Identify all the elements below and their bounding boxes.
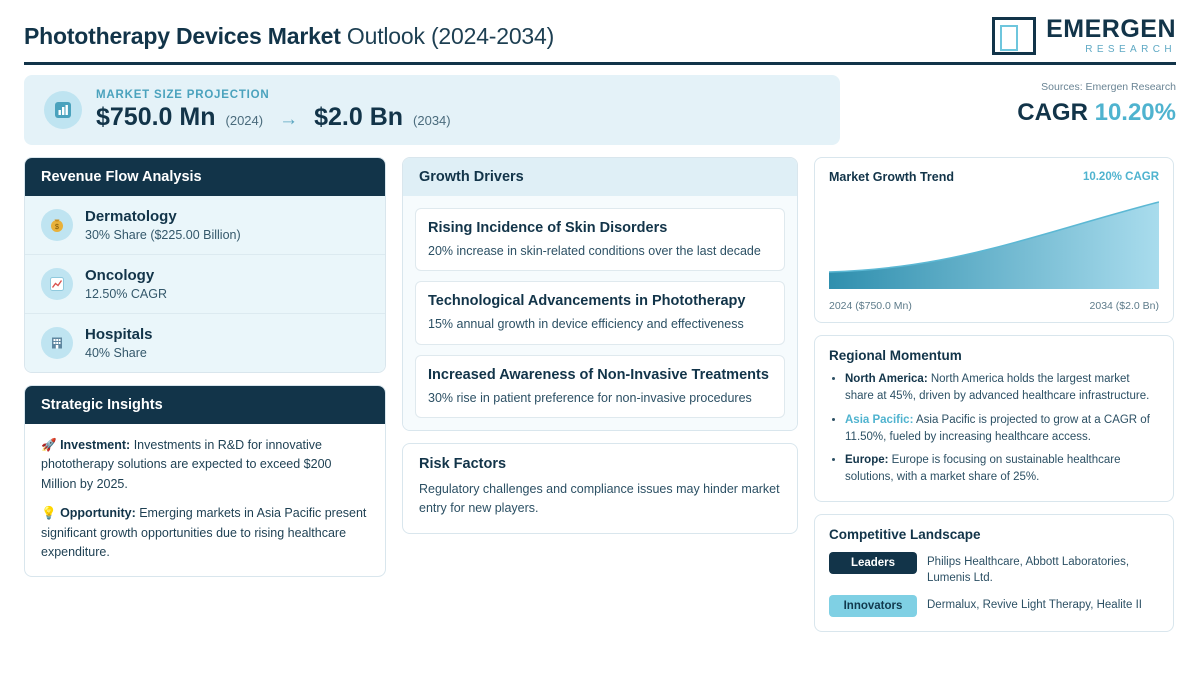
logo-text bbox=[1046, 17, 1176, 55]
regional-momentum-heading: Regional Momentum bbox=[829, 348, 962, 363]
content-columns bbox=[24, 157, 1176, 632]
insight-investment bbox=[41, 436, 369, 494]
market-size-start-year: (2024) bbox=[225, 112, 264, 128]
money-bag-icon bbox=[41, 209, 73, 241]
market-size-projection bbox=[24, 75, 840, 145]
logo-mark-icon bbox=[992, 17, 1036, 55]
logo-name: EMERGEN bbox=[1046, 15, 1176, 43]
market-size-banner bbox=[24, 75, 1176, 145]
status-badge: Leaders bbox=[829, 552, 917, 574]
segment-name: Dermatology bbox=[85, 208, 177, 225]
page-title-light: Outlook (2024-2034) bbox=[340, 22, 555, 49]
list-item bbox=[415, 208, 785, 271]
region-name: Europe: bbox=[845, 454, 889, 466]
arrow-right-icon: → bbox=[279, 108, 299, 130]
market-size-end-year: (2034) bbox=[413, 112, 451, 128]
strategic-insights-heading: Strategic Insights bbox=[25, 386, 385, 424]
list-item bbox=[845, 371, 1159, 406]
risk-factors-heading: Risk Factors bbox=[419, 455, 507, 472]
list-item bbox=[829, 595, 1159, 617]
growth-trend-chart bbox=[829, 194, 1159, 289]
list-item bbox=[25, 314, 385, 372]
trend-axis-labels bbox=[829, 300, 1159, 312]
trend-end-label: 2034 ($2.0 Bn) bbox=[1089, 300, 1159, 312]
region-text: North America holds the largest market share at 45%, driven by advanced healthcare infrastructure. bbox=[845, 373, 1150, 403]
trend-chart-icon bbox=[41, 268, 73, 300]
cagr-value: 10.20% bbox=[1094, 99, 1176, 126]
regional-momentum-panel bbox=[814, 335, 1174, 502]
region-text: Asia Pacific is projected to grow at a CAGR of 11.50%, fueled by increasing healthcare access. bbox=[845, 413, 1150, 443]
segment-detail: 12.50% CAGR bbox=[85, 287, 167, 301]
regional-momentum-list bbox=[829, 371, 1159, 487]
revenue-flow-heading: Revenue Flow Analysis bbox=[25, 158, 385, 196]
status-badge: Innovators bbox=[829, 595, 917, 617]
company-names: Dermalux, Revive Light Therapy, Healite II bbox=[927, 598, 1142, 611]
competitive-landscape-heading: Competitive Landscape bbox=[829, 526, 981, 542]
market-size-text bbox=[96, 89, 451, 132]
segment-name: Hospitals bbox=[85, 326, 153, 343]
market-size-label: MARKET SIZE PROJECTION bbox=[96, 88, 270, 101]
header-divider bbox=[24, 62, 1176, 65]
logo-subtitle: RESEARCH bbox=[1085, 44, 1176, 55]
hospital-icon bbox=[41, 327, 73, 359]
page-header bbox=[24, 0, 1176, 58]
segment-name: Oncology bbox=[85, 267, 155, 284]
insight-opportunity bbox=[41, 504, 369, 562]
driver-description: 20% increase in skin-related conditions over the last decade bbox=[428, 244, 761, 259]
cagr-block bbox=[1017, 81, 1176, 127]
left-column bbox=[24, 157, 386, 577]
trend-cagr-badge: 10.20% CAGR bbox=[1082, 171, 1159, 183]
list-item bbox=[25, 255, 385, 314]
market-growth-trend-panel bbox=[814, 157, 1174, 323]
brand-logo bbox=[992, 17, 1176, 55]
competitive-landscape-panel bbox=[814, 514, 1174, 632]
sources-note: Sources: Emergen Research bbox=[1041, 81, 1176, 93]
driver-title: Technological Advancements in Phototherapy bbox=[428, 293, 746, 310]
market-size-end-value: $2.0 Bn bbox=[314, 102, 404, 131]
revenue-flow-panel bbox=[24, 157, 386, 373]
chart-bar-icon bbox=[44, 91, 82, 129]
trend-title: Market Growth Trend bbox=[829, 170, 955, 184]
region-name: Asia Pacific: bbox=[845, 413, 914, 426]
lightbulb-icon: 💡 bbox=[41, 506, 57, 521]
list-item bbox=[829, 552, 1159, 586]
svg-text:$: $ bbox=[55, 224, 59, 231]
trend-start-label: 2024 ($750.0 Mn) bbox=[829, 300, 912, 312]
insight-label: Opportunity: bbox=[60, 506, 136, 521]
growth-drivers-list bbox=[403, 196, 797, 430]
company-names: Philips Healthcare, Abbott Laboratories, Lumenis Ltd. bbox=[927, 555, 1130, 584]
revenue-flow-list bbox=[25, 196, 385, 372]
strategic-insights-panel bbox=[24, 385, 386, 577]
list-item bbox=[845, 412, 1159, 447]
insight-text: Emerging markets in Asia Pacific present significant growth opportunities due to rising healthcare expenditure. bbox=[41, 506, 367, 559]
list-item bbox=[415, 281, 785, 344]
right-column bbox=[814, 157, 1174, 632]
list-item-text bbox=[85, 326, 153, 360]
driver-title: Rising Incidence of Skin Disorders bbox=[428, 220, 668, 236]
list-item bbox=[845, 452, 1159, 487]
segment-detail: 30% Share ($225.00 Billion) bbox=[85, 228, 241, 242]
strategic-insights-body bbox=[25, 424, 385, 576]
market-size-start-value: $750.0 Mn bbox=[96, 102, 216, 131]
page-title bbox=[24, 23, 554, 50]
growth-drivers-panel bbox=[402, 157, 798, 431]
list-item bbox=[25, 196, 385, 255]
driver-title: Increased Awareness of Non-Invasive Treatments bbox=[428, 366, 769, 383]
middle-column bbox=[402, 157, 798, 534]
rocket-icon: 🚀 bbox=[41, 438, 57, 452]
trend-header bbox=[829, 170, 1159, 184]
region-name: North America: bbox=[845, 373, 928, 385]
insight-label: Investment: bbox=[60, 438, 131, 452]
growth-drivers-heading: Growth Drivers bbox=[403, 158, 797, 196]
insight-text: Investments in R&D for innovative phototherapy solutions are expected to exceed $200 Million by 2025. bbox=[41, 438, 332, 491]
cagr-label: CAGR bbox=[1017, 99, 1088, 126]
region-text: Europe is focusing on sustainable healthcare solutions, with a market share of 25%. bbox=[845, 454, 1121, 484]
cagr-headline bbox=[1017, 99, 1176, 127]
risk-factors-panel bbox=[402, 443, 798, 535]
market-size-values bbox=[96, 103, 451, 132]
risk-factors-text: Regulatory challenges and compliance issues may hinder market entry for new players. bbox=[419, 481, 780, 515]
segment-detail: 40% Share bbox=[85, 346, 147, 360]
driver-description: 15% annual growth in device efficiency and effectiveness bbox=[428, 317, 744, 332]
list-item-text bbox=[85, 208, 241, 242]
list-item bbox=[415, 355, 785, 418]
page-title-strong: Phototherapy Devices Market bbox=[24, 22, 341, 49]
driver-description: 30% rise in patient preference for non-invasive procedures bbox=[428, 390, 752, 405]
list-item-text bbox=[85, 267, 167, 301]
